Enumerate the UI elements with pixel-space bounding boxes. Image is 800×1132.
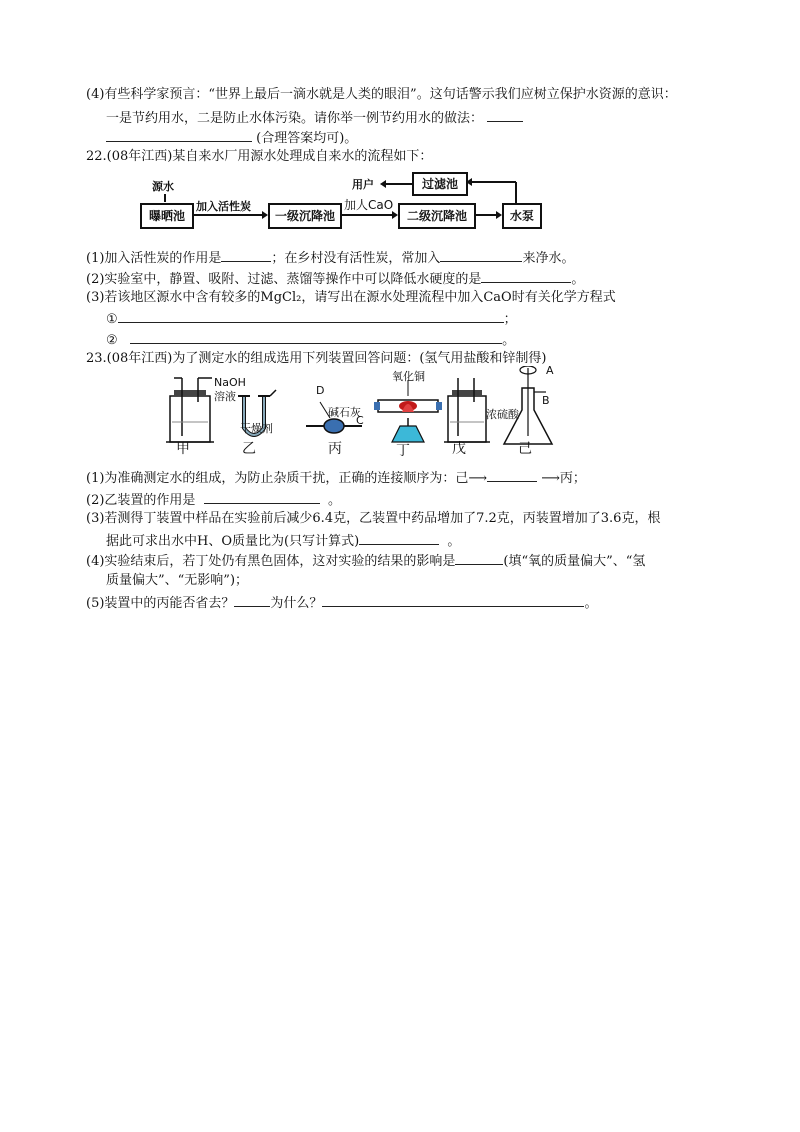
secondary-settling-pool-box: 二级沉降池 [398,203,476,229]
answer-blank[interactable] [487,468,537,482]
soda-lime-label: 碱石灰 [328,406,361,419]
user-label: 用户 [352,178,374,191]
answer-blank[interactable] [440,248,522,262]
apparatus-ji: 己 [518,441,532,457]
sun-pool-box: 曝晒池 [140,203,194,229]
q22-eq1-num: ① [106,312,118,327]
answer-blank[interactable] [359,531,439,545]
q23-part3-line2-a: 据此可求出水中H、O质量比为(只写计算式) [106,534,360,549]
apparatus-bing: 丙 [328,441,342,457]
q23-part3-line2-b: 。 [447,534,461,549]
q23-part2-b: 。 [327,493,341,508]
q22-eq1-end: ； [503,312,517,327]
copper-oxide-label: 氧化铜 [392,370,425,383]
sulfuric-acid-label: 浓硫酸 [486,408,519,421]
answer-blank[interactable] [322,593,584,607]
q23-part1-a: (1)为准确测定水的组成，为防止杂质干扰，正确的连接顺序为：己 [86,471,469,486]
q22-equation-1 [106,309,517,329]
q23-part4-line1 [86,551,645,571]
q22-eq2-num: ② [106,333,118,348]
arrow-icon: ⟶ [541,471,560,486]
q23-part5-a: (5)装置中的丙能否省去？ [86,596,235,611]
label-d: D [316,384,325,397]
q21-part4-line2 [106,108,523,128]
add-cao-label: 加人CaO [344,198,394,212]
q21-part4-line1: (4)有些科学家预言：“世界上最后一滴水就是人类的眼泪”。这句话警示我们应树立保护水资源的意识： [86,87,677,102]
q21-part4-line2-text: 一是节约用水，二是防止水体污染。请你举一例节约用水的做法： [106,111,484,126]
q23-part2-a: (2)乙装置的作用是 [86,493,196,508]
answer-blank[interactable] [204,490,320,504]
arrow-icon: ⟶ [468,471,488,486]
q22-part1-b: ；在乡村没有活性炭，常加入 [271,251,441,266]
q22-title: 22.(08年江西)某自来水厂用源水处理成自来水的流程如下： [86,149,433,164]
q23-part4-line2: 质量偏大”、“无影响”)； [106,573,249,588]
answer-blank[interactable] [106,128,252,142]
q22-part3: (3)若该地区源水中含有较多的MgCl₂，请写出在源水处理流程中加入CaO时有关化学方程式 [86,290,616,305]
apparatus-yi: 乙 [242,441,256,457]
source-water-label: 源水 [152,180,174,193]
apparatus-ding: 丁 [396,443,410,459]
answer-blank[interactable] [487,108,523,122]
q21-part4-line3 [106,128,357,148]
q22-part1-c: 来净水。 [522,251,575,266]
primary-settling-pool-box: 一级沉降池 [268,203,342,229]
q22-part2-a: (2)实验室中，静置、吸附、过滤、蒸馏等操作中可以降低水硬度的是 [86,272,482,287]
desiccant-label: 干燥剂 [240,422,273,435]
q23-title: 23.(08年江西)为了测定水的组成选用下列装置回答问题：(氢气用盐酸和锌制得) [86,351,547,366]
q23-part5-c: 。 [584,596,598,611]
q22-part2 [86,269,584,289]
add-activated-carbon-label: 加入活性炭 [196,200,251,213]
q23-part5-b: 为什么？ [270,596,323,611]
q23-part3-line2 [106,531,460,551]
q23-part4-line1-a: (4)实验结束后，若丁处仍有黑色固体，这对实验的结果的影响是 [86,554,456,569]
q23-part2 [86,490,341,510]
solution-label: 溶液 [214,390,236,403]
apparatus-jia: 甲 [176,441,190,457]
water-pump-box: 水泵 [502,203,542,229]
naoh-label: NaOH [214,376,246,389]
q22-part2-b: 。 [571,272,585,287]
water-treatment-flow-diagram [140,168,540,238]
q23-part3-line1: (3)若测得丁装置中样品在实验前后减少6.4克，乙装置中药品增加了7.2克，丙装置增加了3.6克，根 [86,511,661,526]
answer-blank[interactable] [234,593,270,607]
q23-part4-line1-b: (填“氧的质量偏大”、“氢 [503,554,646,569]
q22-eq2-end: 。 [502,333,516,348]
apparatus-wu: 戊 [452,441,466,457]
answer-blank[interactable] [481,269,571,283]
filter-pool-box: 过滤池 [412,172,468,196]
q22-part1 [86,248,574,268]
q23-part5 [86,593,597,613]
q22-part1-a: (1)加入活性炭的作用是 [86,251,222,266]
label-c: C [356,414,364,427]
label-a: A [546,364,554,377]
answer-blank[interactable] [455,551,503,565]
answer-blank[interactable] [130,330,502,344]
q23-part1-b: 丙； [559,471,586,486]
q22-equation-2 [106,330,515,350]
q21-part4-line3-suffix: (合理答案均可)。 [256,131,358,146]
q23-part1 [86,468,586,488]
answer-blank[interactable] [221,248,271,262]
label-b: B [542,394,550,407]
apparatus-diagram [156,364,556,459]
answer-blank[interactable] [118,309,504,323]
